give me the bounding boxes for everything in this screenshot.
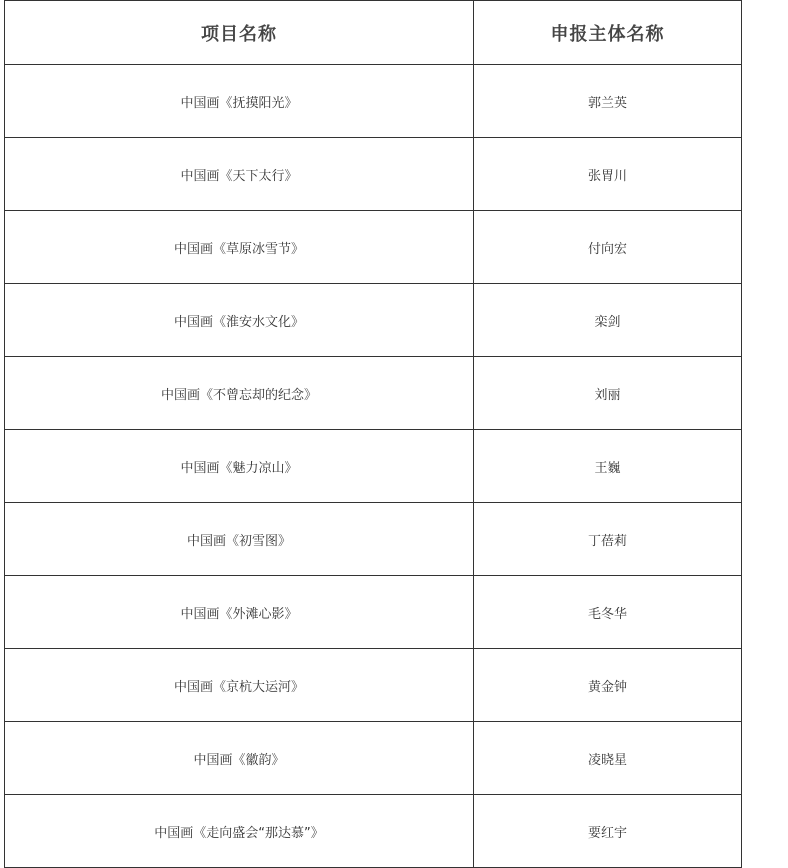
project-cell: 中国画《徽韵》: [5, 722, 474, 795]
project-cell: 中国画《不曾忘却的纪念》: [5, 357, 474, 430]
applicant-cell: 毛冬华: [474, 576, 742, 649]
table-row: [5, 795, 742, 868]
table-row: [5, 284, 742, 357]
header-applicant-name: 申报主体名称: [474, 1, 742, 65]
project-cell: 中国画《天下太行》: [5, 138, 474, 211]
table-row: [5, 576, 742, 649]
applicant-cell: 凌晓星: [474, 722, 742, 795]
project-cell: 中国画《草原冰雪节》: [5, 211, 474, 284]
applicant-cell: 要红宇: [474, 795, 742, 868]
applicant-cell: 栾剑: [474, 284, 742, 357]
project-table-container: [4, 0, 741, 868]
project-cell: 中国画《外滩心影》: [5, 576, 474, 649]
applicant-cell: 刘丽: [474, 357, 742, 430]
table-row: [5, 649, 742, 722]
applicant-cell: 郭兰英: [474, 65, 742, 138]
table-row: [5, 430, 742, 503]
applicant-cell: 张胃川: [474, 138, 742, 211]
project-cell: 中国画《抚摸阳光》: [5, 65, 474, 138]
table-row: [5, 211, 742, 284]
table-row: [5, 722, 742, 795]
table-row: [5, 503, 742, 576]
applicant-cell: 王巍: [474, 430, 742, 503]
applicant-cell: 付向宏: [474, 211, 742, 284]
table-row: [5, 138, 742, 211]
table-row: [5, 65, 742, 138]
applicant-cell: 黄金钟: [474, 649, 742, 722]
applicant-cell: 丁蓓莉: [474, 503, 742, 576]
project-cell: 中国画《初雪图》: [5, 503, 474, 576]
project-table: [4, 0, 742, 868]
project-cell: 中国画《走向盛会“那达慕”》: [5, 795, 474, 868]
table-header-row: [5, 1, 742, 65]
table-row: [5, 357, 742, 430]
project-cell: 中国画《魅力凉山》: [5, 430, 474, 503]
project-cell: 中国画《京杭大运河》: [5, 649, 474, 722]
header-project-name: 项目名称: [5, 1, 474, 65]
project-cell: 中国画《淮安水文化》: [5, 284, 474, 357]
